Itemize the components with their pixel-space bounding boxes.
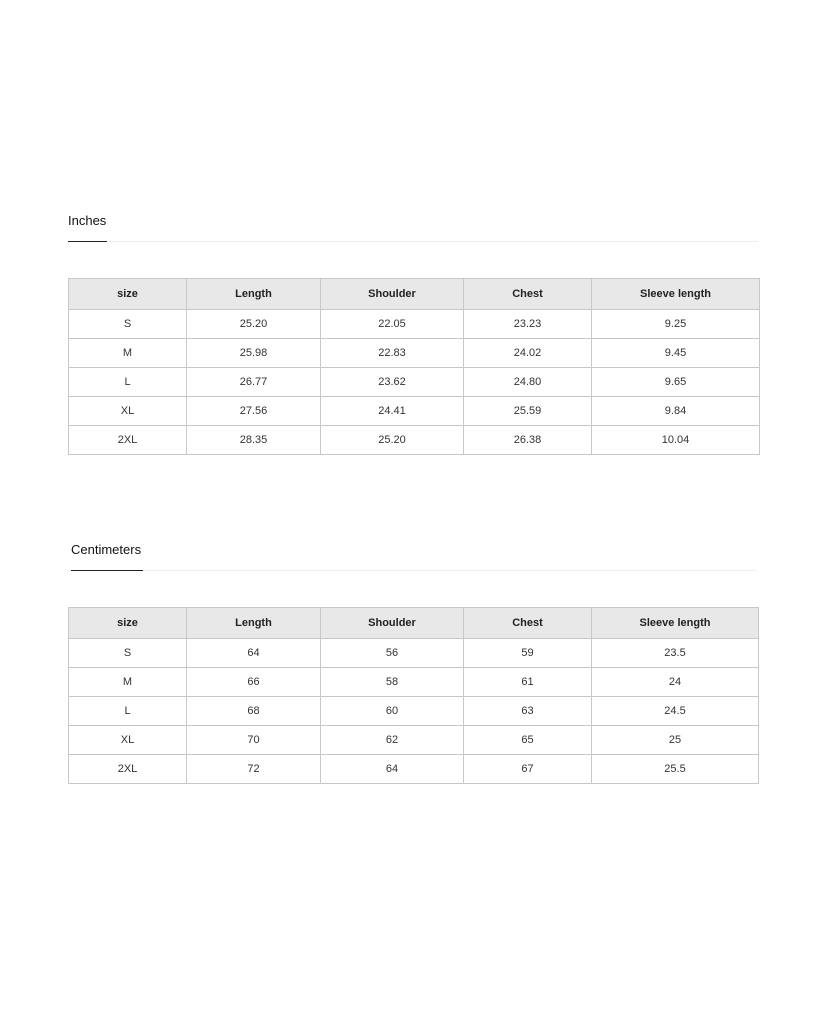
column-header-chest: Chest	[464, 608, 592, 639]
cell-length: 27.56	[187, 397, 321, 426]
cell-size: M	[69, 668, 187, 697]
cell-shoulder: 64	[321, 755, 464, 784]
centimeters-size-table	[68, 607, 759, 784]
cell-length: 64	[187, 639, 321, 668]
cell-shoulder: 25.20	[321, 426, 464, 455]
cell-chest: 24.80	[464, 368, 592, 397]
cell-length: 25.98	[187, 339, 321, 368]
cell-chest: 25.59	[464, 397, 592, 426]
cell-shoulder: 22.05	[321, 310, 464, 339]
column-header-shoulder: Shoulder	[321, 279, 464, 310]
column-header-size: size	[69, 279, 187, 310]
centimeters-tab[interactable]	[71, 542, 141, 557]
column-header-shoulder: Shoulder	[321, 608, 464, 639]
cell-size: L	[69, 697, 187, 726]
column-header-length: Length	[187, 608, 321, 639]
table-row	[69, 426, 760, 455]
cell-chest: 61	[464, 668, 592, 697]
cell-length: 26.77	[187, 368, 321, 397]
cell-length: 25.20	[187, 310, 321, 339]
cell-sleeve-length: 25.5	[592, 755, 759, 784]
cell-shoulder: 58	[321, 668, 464, 697]
inches-tab-label: Inches	[68, 213, 107, 228]
column-header-sleeve-length: Sleeve length	[592, 279, 760, 310]
cell-size: S	[69, 639, 187, 668]
table-row	[69, 726, 759, 755]
centimeters-tab-underline	[71, 570, 143, 571]
cell-chest: 24.02	[464, 339, 592, 368]
table-row	[69, 368, 760, 397]
inches-tab[interactable]	[68, 213, 106, 228]
cell-sleeve-length: 24	[592, 668, 759, 697]
cell-length: 28.35	[187, 426, 321, 455]
cell-size: M	[69, 339, 187, 368]
table-header-row	[69, 279, 760, 310]
column-header-sleeve-length: Sleeve length	[592, 608, 759, 639]
column-header-length: Length	[187, 279, 321, 310]
centimeters-tab-label: Centimeters	[71, 542, 142, 557]
cell-length: 66	[187, 668, 321, 697]
cell-sleeve-length: 24.5	[592, 697, 759, 726]
centimeters-divider	[143, 570, 757, 571]
cell-shoulder: 24.41	[321, 397, 464, 426]
table-row	[69, 339, 760, 368]
cell-shoulder: 60	[321, 697, 464, 726]
cell-sleeve-length: 23.5	[592, 639, 759, 668]
cell-chest: 59	[464, 639, 592, 668]
cell-size: XL	[69, 726, 187, 755]
cell-chest: 23.23	[464, 310, 592, 339]
table-row	[69, 639, 759, 668]
cell-chest: 26.38	[464, 426, 592, 455]
cell-sleeve-length: 9.65	[592, 368, 760, 397]
cell-sleeve-length: 9.45	[592, 339, 760, 368]
table-row	[69, 668, 759, 697]
cell-size: 2XL	[69, 755, 187, 784]
cell-shoulder: 23.62	[321, 368, 464, 397]
cell-sleeve-length: 25	[592, 726, 759, 755]
column-header-chest: Chest	[464, 279, 592, 310]
cell-chest: 65	[464, 726, 592, 755]
cell-shoulder: 62	[321, 726, 464, 755]
cell-chest: 63	[464, 697, 592, 726]
table-row	[69, 310, 760, 339]
cell-sleeve-length: 9.84	[592, 397, 760, 426]
cell-size: 2XL	[69, 426, 187, 455]
cell-length: 68	[187, 697, 321, 726]
table-header-row	[69, 608, 759, 639]
cell-shoulder: 56	[321, 639, 464, 668]
cell-chest: 67	[464, 755, 592, 784]
cell-size: L	[69, 368, 187, 397]
column-header-size: size	[69, 608, 187, 639]
cell-size: S	[69, 310, 187, 339]
cell-size: XL	[69, 397, 187, 426]
inches-tab-underline	[68, 241, 107, 242]
cell-length: 72	[187, 755, 321, 784]
inches-size-table	[68, 278, 760, 455]
inches-divider	[107, 241, 758, 242]
table-row	[69, 697, 759, 726]
table-row	[69, 397, 760, 426]
cell-shoulder: 22.83	[321, 339, 464, 368]
cell-sleeve-length: 10.04	[592, 426, 760, 455]
cell-sleeve-length: 9.25	[592, 310, 760, 339]
cell-length: 70	[187, 726, 321, 755]
table-row	[69, 755, 759, 784]
